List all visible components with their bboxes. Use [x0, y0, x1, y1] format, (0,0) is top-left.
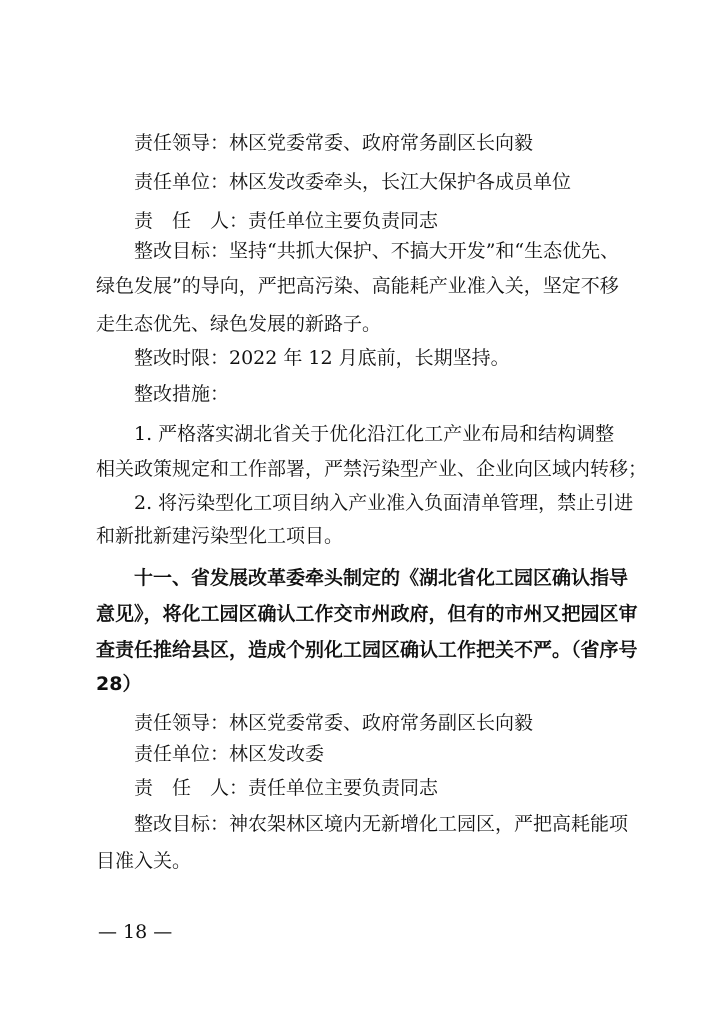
section1-measures-title: 整改措施：: [134, 383, 230, 405]
section2-goal-line2: 目准入关。: [96, 850, 192, 872]
section2-heading-line2: 意见》，将化工园区确认工作交市州政府，但有的市州又把园区审: [96, 603, 638, 625]
section1-goal-line1: 整改目标：坚持“共抓大保护、不搞大开发”和“生态优先、: [134, 240, 620, 262]
section2-heading-line1: 十一、省发展改革委牵头制定的《湖北省化工园区确认指导: [134, 567, 629, 589]
section2-heading-line4: 28）: [96, 673, 142, 695]
section1-measure2-line2: 和新批新建污染型化工项目。: [96, 525, 344, 547]
page-number: — 18 —: [98, 921, 173, 943]
section2-responsible-unit: 责任单位：林区发改委: [134, 743, 325, 765]
section1-deadline: 整改时限：2022 年 12 月底前，长期坚持。: [134, 347, 510, 369]
section1-measure2-line1: 2. 将污染型化工项目纳入产业准入负面清单管理，禁止引进: [134, 492, 634, 514]
section2-heading-line3: 查责任推给县区，造成个别化工园区确认工作把关不严。（省序号: [96, 639, 638, 661]
section1-goal-line2: 绿色发展”的导向，严把高污染、高能耗产业准入关，坚定不移: [96, 275, 619, 297]
section1-measure1-line1: 1. 严格落实湖北省关于优化沿江化工产业布局和结构调整: [134, 423, 615, 445]
section1-responsible-leader: 责任领导：林区党委常委、政府常务副区长向毅: [134, 132, 534, 154]
section2-responsible-leader: 责任领导：林区党委常委、政府常务副区长向毅: [134, 712, 534, 734]
section2-responsible-person: 责 任 人：责任单位主要负责同志: [134, 777, 439, 799]
section2-goal-line1: 整改目标：神农架林区境内无新增化工园区，严把高耗能项: [134, 813, 629, 835]
section1-goal-line3: 走生态优先、绿色发展的新路子。: [96, 313, 382, 335]
section1-responsible-unit: 责任单位：林区发改委牵头，长江大保护各成员单位: [134, 171, 572, 193]
section1-responsible-person: 责 任 人：责任单位主要负责同志: [134, 210, 439, 232]
section1-measure1-line2: 相关政策规定和工作部署，严禁污染型产业、企业向区域内转移；: [96, 458, 648, 480]
